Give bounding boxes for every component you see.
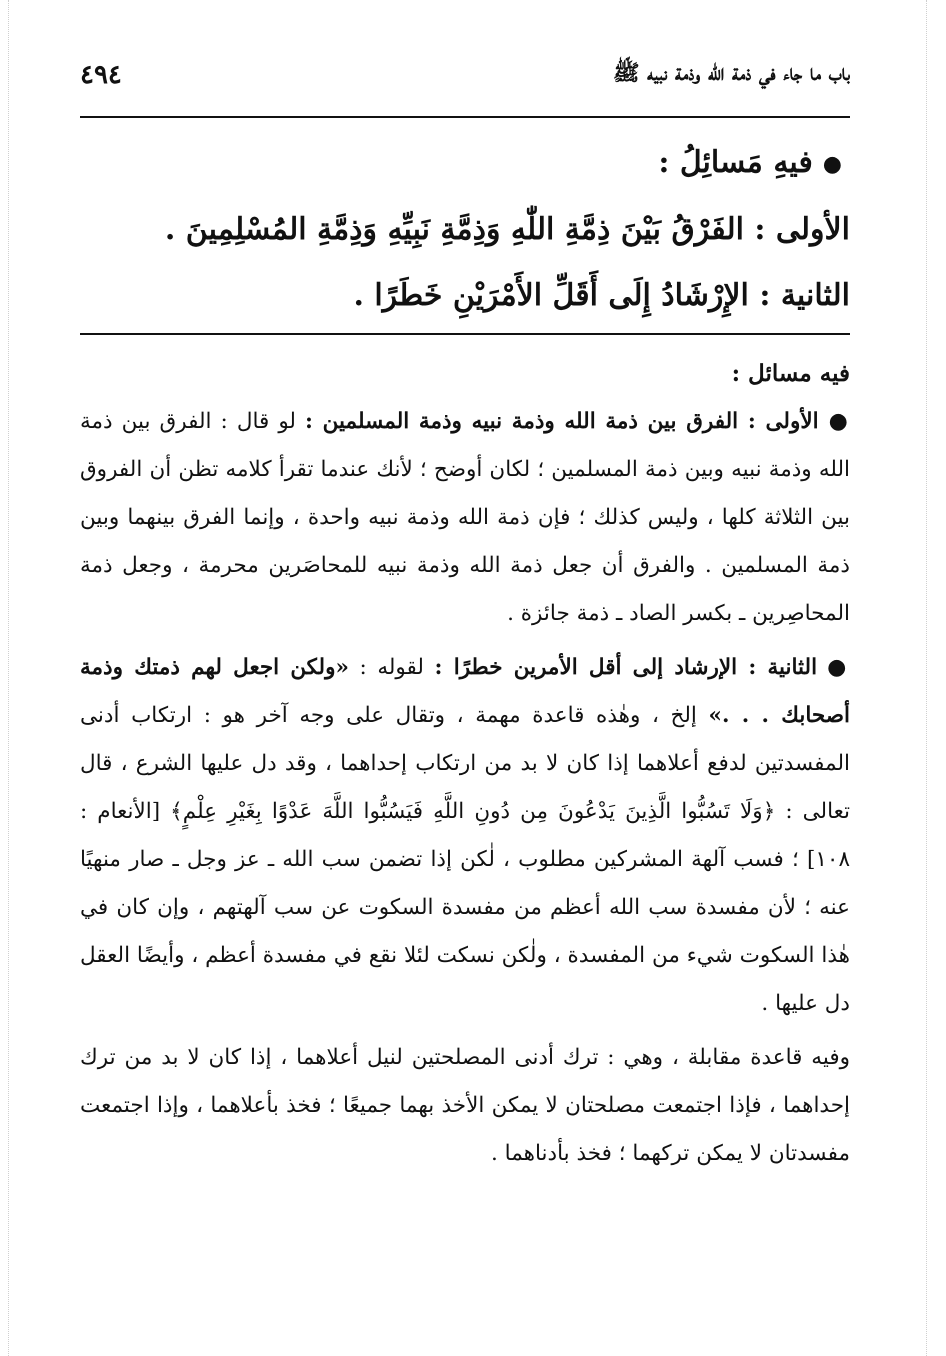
section-rule bbox=[80, 333, 850, 335]
second-issue-label: الثانية : الإرشاد إلى أقل الأمرين خطرًا : bbox=[434, 655, 818, 680]
first-issue-label: الأولى : الفرق بين ذمة الله وذمة نبيه وذمة المسلمين : bbox=[305, 409, 819, 434]
matn-second-issue bbox=[80, 263, 850, 329]
first-issue-text: لو قال : الفرق بين ذمة الله وذمة نبيه وبين ذمة المسلمين ؛ لكان أوضح ؛ لأنك عندما تقرأ كلامه تظن أن الفروق بين الثلاثة كلها ، وليس كذلك ؛ فإن ذمة الله وذمة نبيه واحدة ، وإنما الفرق بينهما وبين ذمة المسلمين . والفرق أن جعل ذمة الله وذمة نبيه للمحاصَرين محرمة ، وجعل ذمة المحاصِرين ـ بكسر الصاد ـ ذمة جائزة . bbox=[80, 409, 850, 626]
bullet-icon: ● bbox=[828, 409, 851, 434]
chapter-title: باب ما جاء في ذمة الله وذمة نبيه ﷺ bbox=[612, 60, 850, 86]
commentary-paragraph-third bbox=[80, 1034, 850, 1178]
third-paragraph-text: وفيه قاعدة مقابلة ، وهي : ترك أدنى المصلحتين لنيل أعلاهما ، إذا كان لا بد من ترك إحداهما ، فإذا اجتمعت مصلحتان لا يمكن الأخذ بهما جميعًا ؛ فخذ بأعلاهما ، وإذا اجتمعت مفسدتان لا يمكن تركهما ؛ فخذ بأدناهما . bbox=[80, 1045, 850, 1166]
matn-second-label: الثانية : bbox=[759, 278, 850, 313]
matn-heading-line bbox=[80, 130, 850, 197]
commentary-paragraph-first bbox=[80, 398, 850, 638]
matn-first-label: الأولى : bbox=[754, 212, 850, 247]
commentary-paragraph-second bbox=[80, 644, 850, 1028]
commentary-heading: فيه مسائل : bbox=[731, 360, 850, 387]
second-issue-intro: لقوله : bbox=[348, 655, 435, 680]
hadith-quote: «ولكن اجعل لهم ذمتك وذمة أصحابك . . .» bbox=[80, 655, 850, 728]
matn-section bbox=[80, 130, 850, 329]
page-fold-line bbox=[8, 0, 9, 1356]
page-header bbox=[80, 50, 850, 100]
commentary-section bbox=[80, 350, 850, 1178]
matn-first-issue bbox=[80, 197, 850, 263]
bullet-icon: ● bbox=[822, 151, 842, 177]
header-rule bbox=[80, 116, 850, 118]
matn-heading: فيهِ مَسائِلُ : bbox=[658, 145, 813, 180]
matn-first-text: الفَرْقُ بَيْنَ ذِمَّةِ اللّٰهِ وَذِمَّةِ نَبِيِّهِ وَذِمَّةِ المُسْلِمِينَ . bbox=[164, 212, 744, 247]
second-issue-text: إلخ ، وهٰذه قاعدة مهمة ، وتقال على وجه آخر هو : ارتكاب أدنى المفسدتين لدفع أعلاهما إذا كان لا بد من ارتكاب إحداهما ، وقد دل عليها الشرع ، قال تعالى : ﴿وَلَا تَسُبُّوا الَّذِينَ يَدْعُونَ مِن دُونِ اللَّهِ فَيَسُبُّوا اللَّهَ عَدْوًا بِغَيْرِ عِلْمٍ﴾ [الأنعام : ١٠٨] ؛ فسب آلهة المشركين مطلوب ، لٰكن إذا تضمن سب الله ـ عز وجل ـ صار منهيًا عنه ؛ لأن مفسدة سب الله أعظم من مفسدة السكوت عن سب آلهتهم ، وإن كان في هٰذا السكوت شيء من المفسدة ، ولٰكن نسكت لئلا نقع في مفسدة أعظم ، وأيضًا العقل دل عليها . bbox=[80, 703, 850, 1016]
bullet-icon: ● bbox=[827, 655, 851, 680]
page-fold-line bbox=[926, 0, 927, 1356]
page-number: ٤٩٤ bbox=[80, 60, 122, 90]
matn-second-text: الإِرْشَادُ إِلَى أَقَلِّ الأَمْرَيْنِ خَطَرًا . bbox=[353, 278, 749, 313]
